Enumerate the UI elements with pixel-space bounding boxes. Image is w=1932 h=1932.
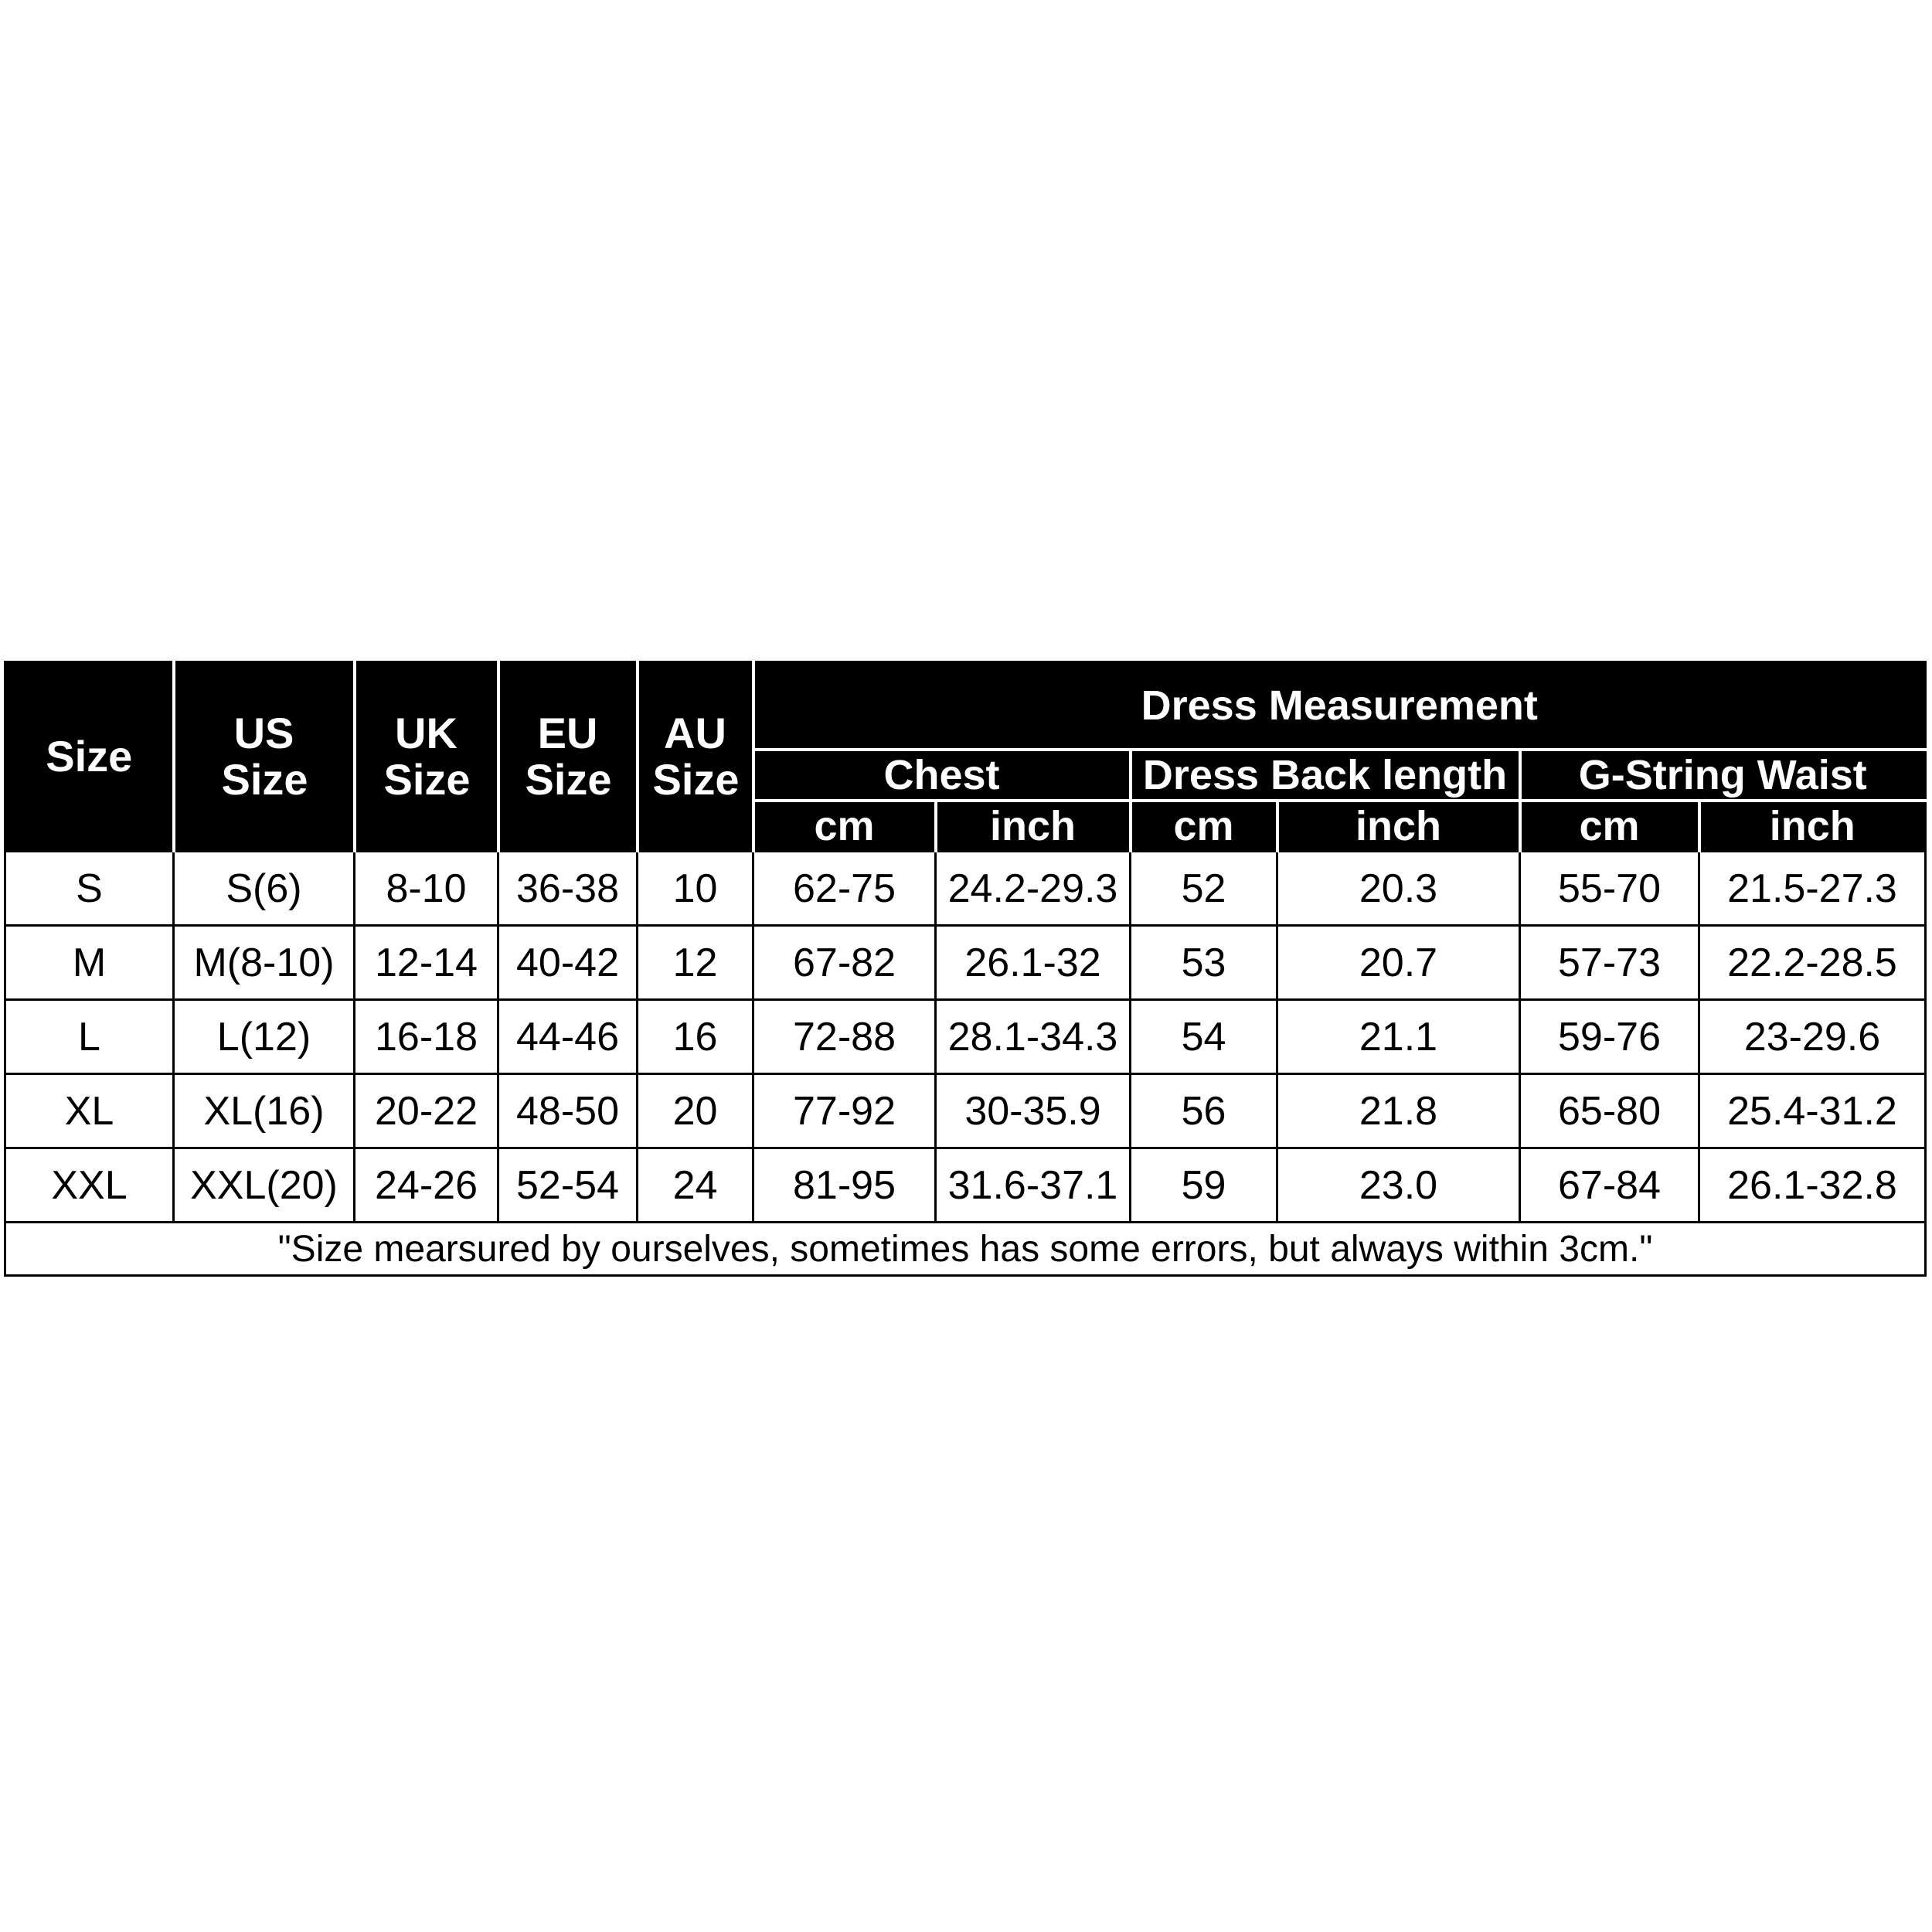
cell-au-size: 16 — [638, 1000, 753, 1074]
footnote-text: "Size mearsured by ourselves, sometimes has some errors, but always within 3cm." — [5, 1223, 1926, 1276]
cell-us-size: L(12) — [174, 1000, 355, 1074]
cell-chest-cm: 72-88 — [753, 1000, 936, 1074]
cell-back-cm: 59 — [1131, 1148, 1277, 1223]
table-row — [5, 1074, 1926, 1148]
cell-eu-size: 44-46 — [498, 1000, 638, 1074]
cell-size: M — [5, 926, 174, 1000]
cell-au-size: 20 — [638, 1074, 753, 1148]
size-chart-table — [4, 661, 1927, 1277]
cell-au-size: 12 — [638, 926, 753, 1000]
cell-chest-cm: 77-92 — [753, 1074, 936, 1148]
cell-back-cm: 54 — [1131, 1000, 1277, 1074]
header-unit-back-inch: inch — [1277, 801, 1520, 852]
cell-waist-cm: 67-84 — [1520, 1148, 1699, 1223]
cell-eu-size: 52-54 — [498, 1148, 638, 1223]
cell-chest-inch: 31.6-37.1 — [936, 1148, 1131, 1223]
cell-uk-size: 20-22 — [355, 1074, 498, 1148]
cell-eu-size: 36-38 — [498, 852, 638, 926]
footnote-row — [5, 1223, 1926, 1276]
cell-back-cm: 53 — [1131, 926, 1277, 1000]
cell-au-size: 10 — [638, 852, 753, 926]
header-unit-waist-cm: cm — [1520, 801, 1699, 852]
table-row — [5, 926, 1926, 1000]
table-header — [5, 662, 1926, 852]
cell-size: L — [5, 1000, 174, 1074]
cell-us-size: XL(16) — [174, 1074, 355, 1148]
cell-us-size: S(6) — [174, 852, 355, 926]
header-chest: Chest — [753, 750, 1131, 801]
cell-eu-size: 48-50 — [498, 1074, 638, 1148]
cell-waist-inch: 26.1-32.8 — [1699, 1148, 1926, 1223]
header-dress-measurement: Dress Measurement — [753, 662, 1926, 750]
cell-back-inch: 23.0 — [1277, 1148, 1520, 1223]
cell-waist-cm: 57-73 — [1520, 926, 1699, 1000]
cell-chest-cm: 62-75 — [753, 852, 936, 926]
header-size: Size — [5, 662, 174, 852]
cell-au-size: 24 — [638, 1148, 753, 1223]
cell-back-inch: 21.1 — [1277, 1000, 1520, 1074]
table-footer — [5, 1223, 1926, 1276]
header-unit-chest-inch: inch — [936, 801, 1131, 852]
cell-size: XXL — [5, 1148, 174, 1223]
table-row — [5, 1000, 1926, 1074]
cell-back-inch: 20.3 — [1277, 852, 1520, 926]
header-g-string-waist: G-String Waist — [1520, 750, 1926, 801]
cell-chest-inch: 24.2-29.3 — [936, 852, 1131, 926]
cell-waist-cm: 65-80 — [1520, 1074, 1699, 1148]
header-au-size-label: AU Size — [652, 709, 740, 804]
cell-uk-size: 12-14 — [355, 926, 498, 1000]
header-eu-size — [498, 662, 638, 852]
header-us-size-label: US Size — [221, 709, 308, 804]
cell-waist-inch: 21.5-27.3 — [1699, 852, 1926, 926]
header-dress-back-length: Dress Back length — [1131, 750, 1520, 801]
header-unit-chest-cm: cm — [753, 801, 936, 852]
header-unit-waist-inch: inch — [1699, 801, 1926, 852]
header-uk-size — [355, 662, 498, 852]
cell-eu-size: 40-42 — [498, 926, 638, 1000]
table-row — [5, 1148, 1926, 1223]
cell-back-inch: 21.8 — [1277, 1074, 1520, 1148]
cell-chest-inch: 30-35.9 — [936, 1074, 1131, 1148]
cell-back-cm: 56 — [1131, 1074, 1277, 1148]
cell-chest-cm: 81-95 — [753, 1148, 936, 1223]
header-eu-size-label: EU Size — [525, 709, 612, 804]
cell-waist-inch: 25.4-31.2 — [1699, 1074, 1926, 1148]
cell-waist-cm: 55-70 — [1520, 852, 1699, 926]
cell-waist-cm: 59-76 — [1520, 1000, 1699, 1074]
table-row — [5, 852, 1926, 926]
header-unit-back-cm: cm — [1131, 801, 1277, 852]
header-us-size — [174, 662, 355, 852]
cell-size: S — [5, 852, 174, 926]
header-row-group — [5, 662, 1926, 750]
cell-us-size: XXL(20) — [174, 1148, 355, 1223]
table-body — [5, 852, 1926, 1223]
cell-chest-inch: 26.1-32 — [936, 926, 1131, 1000]
cell-waist-inch: 23-29.6 — [1699, 1000, 1926, 1074]
cell-back-inch: 20.7 — [1277, 926, 1520, 1000]
cell-uk-size: 16-18 — [355, 1000, 498, 1074]
cell-back-cm: 52 — [1131, 852, 1277, 926]
cell-us-size: M(8-10) — [174, 926, 355, 1000]
header-au-size — [638, 662, 753, 852]
cell-uk-size: 8-10 — [355, 852, 498, 926]
cell-waist-inch: 22.2-28.5 — [1699, 926, 1926, 1000]
cell-uk-size: 24-26 — [355, 1148, 498, 1223]
cell-size: XL — [5, 1074, 174, 1148]
cell-chest-inch: 28.1-34.3 — [936, 1000, 1131, 1074]
header-uk-size-label: UK Size — [383, 709, 471, 804]
cell-chest-cm: 67-82 — [753, 926, 936, 1000]
